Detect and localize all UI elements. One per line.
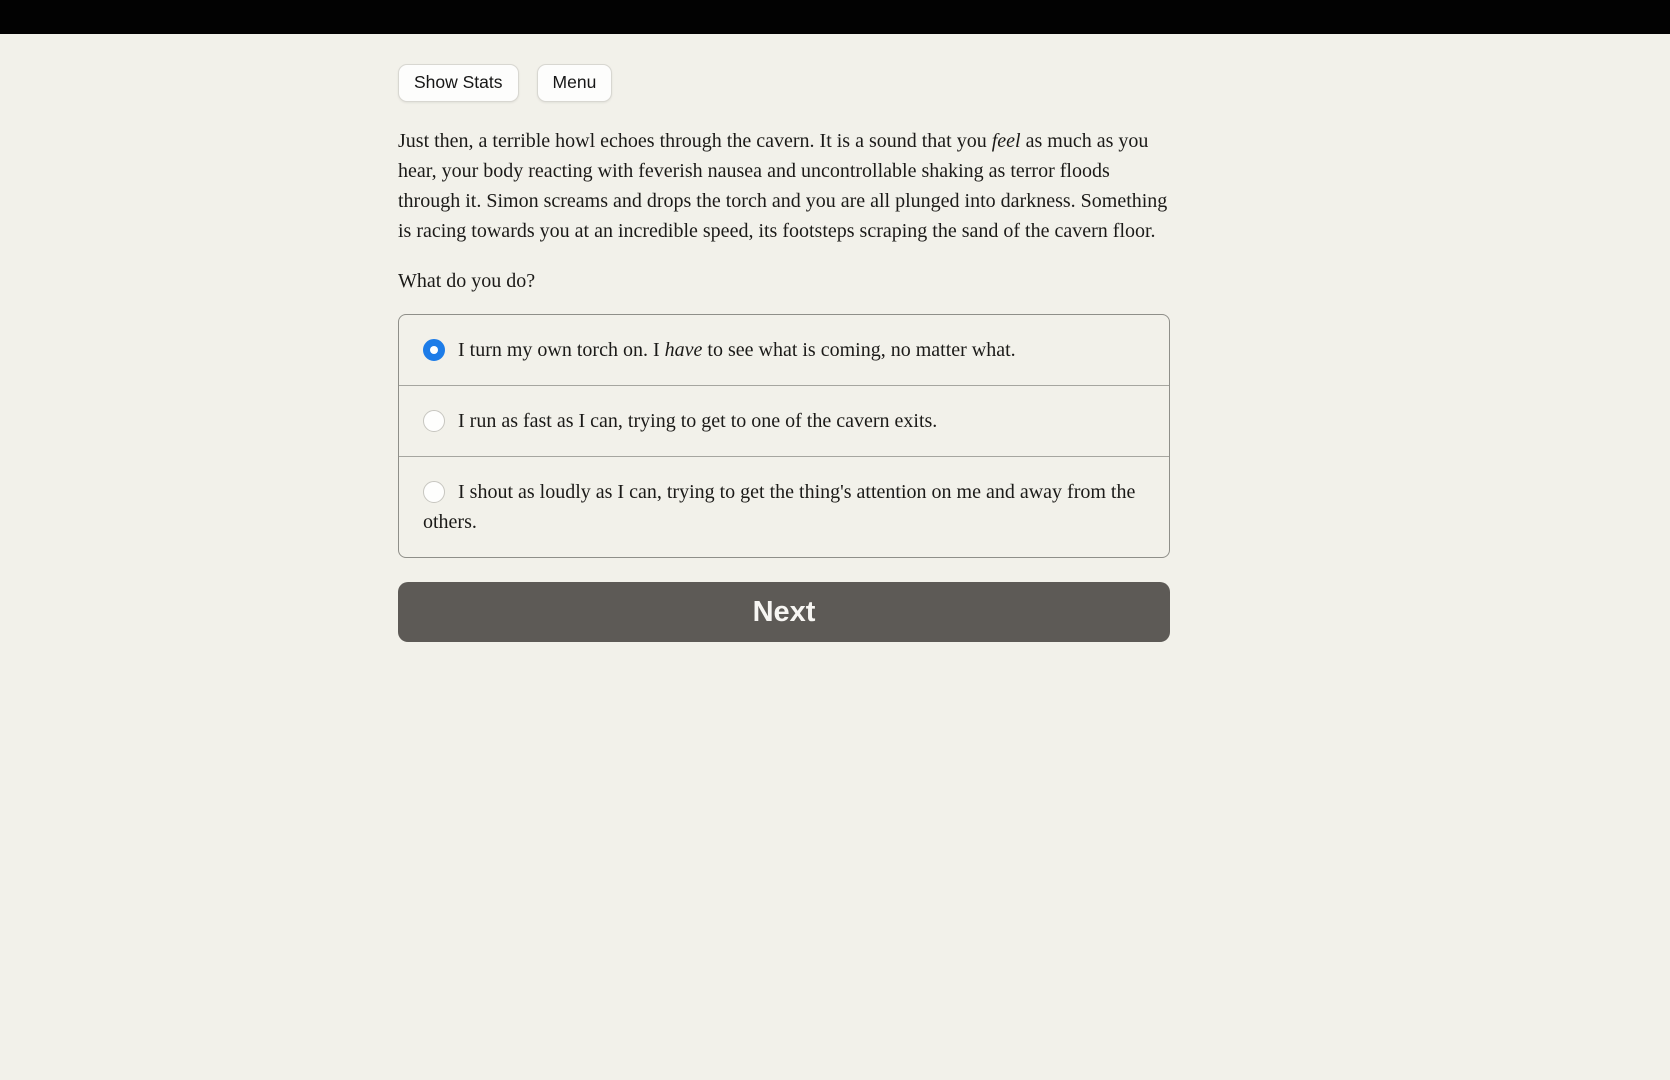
choice-option-label: I run as fast as I can, trying to get to one of the cavern exits.	[458, 410, 938, 432]
choice-option-label: I shout as loudly as I can, trying to get the thing's attention on me and away from the others.	[423, 481, 1136, 533]
choice-list	[398, 314, 1170, 558]
choice-option[interactable]	[399, 385, 1169, 456]
next-button[interactable]: Next	[398, 582, 1170, 642]
story-paragraph: Just then, a terrible howl echoes through the cavern. It is a sound that you feel as much as you hear, your body reacting with feverish nausea and uncontrollable shaking as terror floods through it. Simon screams and drops the torch and you are all plunged into darkness. Something is racing towards you at an incredible speed, its footsteps scraping the sand of the cavern floor.	[398, 130, 1168, 242]
menu-button[interactable]: Menu	[537, 64, 613, 102]
story-prompt: What do you do?	[398, 270, 536, 292]
radio-button[interactable]	[423, 339, 445, 361]
top-bar	[0, 0, 1670, 34]
choice-option[interactable]	[399, 456, 1169, 557]
choice-option[interactable]	[399, 315, 1169, 385]
choice-option-label: I turn my own torch on. I have to see what is coming, no matter what.	[458, 339, 1016, 361]
radio-button[interactable]	[423, 410, 445, 432]
radio-button[interactable]	[423, 481, 445, 503]
show-stats-button[interactable]: Show Stats	[398, 64, 519, 102]
toolbar	[398, 64, 1170, 102]
game-content	[398, 34, 1170, 642]
